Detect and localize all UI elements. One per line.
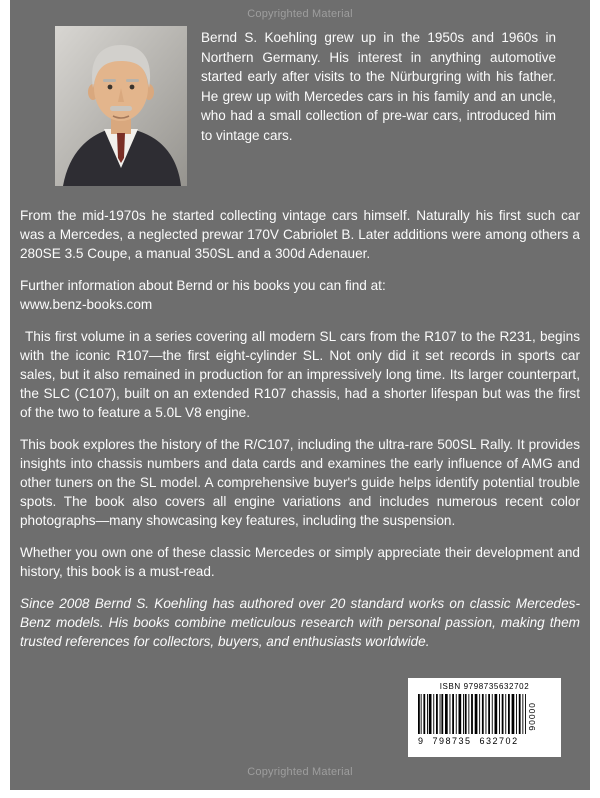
barcode-graphic [418,694,526,734]
website-url: www.benz-books.com [20,297,153,312]
author-portrait-graphic [55,26,187,186]
paragraph-series-overview: This first volume in a series covering all modern SL cars from the R107 to the R231, begins with the iconic R107—the first eight-cylinder SL. Not only did it set records in sports car sales, but it also remained in production for an impressively long time. Its larger counterpart, the SLC (C107), built on an extended R107 chassis, had a shorter lifespan but was the first of the two to feature a 5.0L V8 engine. [20,329,580,420]
barcode-digits: 9 798735 632702 [418,736,519,746]
author-photo [55,26,187,186]
author-bio-paragraph: Bernd S. Koehling grew up in the 1950s and 1960s in Northern Germany. His interest in anything automotive started early after visits to the Nürburgring with his father. He grew up with Mercedes cars in his family and an uncle, who had a small collection of pre-war cars, introduced him to vintage cars. [201,30,556,143]
further-info-text: Further information about Bernd or his books you can find at: [20,278,386,293]
copyright-watermark-top: Copyrighted Material [247,8,353,20]
barcode-area [418,694,540,736]
isbn-label: ISBN 9798735632702 [439,682,530,691]
copyright-watermark-bottom: Copyrighted Material [247,766,353,778]
book-back-cover [10,0,590,790]
back-cover-content [20,26,580,664]
barcode-block [408,678,561,757]
author-section [20,26,580,186]
closing-note: Since 2008 Bernd S. Koehling has authored over 20 standard works on classic Mercedes-Benz models. His books combine meticulous research with personal passion, making them trusted references for collectors, buyers, and enthusiasts worldwide. [20,596,580,649]
paragraph-collecting-history: From the mid-1970s he started collecting vintage cars himself. Naturally his first such car was a Mercedes, a neglected prewar 170V Cabriolet B. Later additions were among others a 280SE 3.5 Coupe, a manual 350SL and a 300d Adenauer. [20,208,580,261]
barcode-price-addon: 90000 [527,702,537,731]
paragraph-book-contents: This book explores the history of the R/C107, including the ultra-rare 500SL Rally. It provides insights into chassis numbers and data cards and examines the early influence of AMG and other tuners on the SL model. A comprehensive buyer's guide helps identify potential trouble spots. The book also covers all engine variations and includes numerous recent color photographs—many showcasing key features, including the suspension. [20,437,580,528]
further-info-block [20,276,580,314]
paragraph-must-read: Whether you own one of these classic Mercedes or simply appreciate their development and history, this book is a must-read. [20,545,580,579]
